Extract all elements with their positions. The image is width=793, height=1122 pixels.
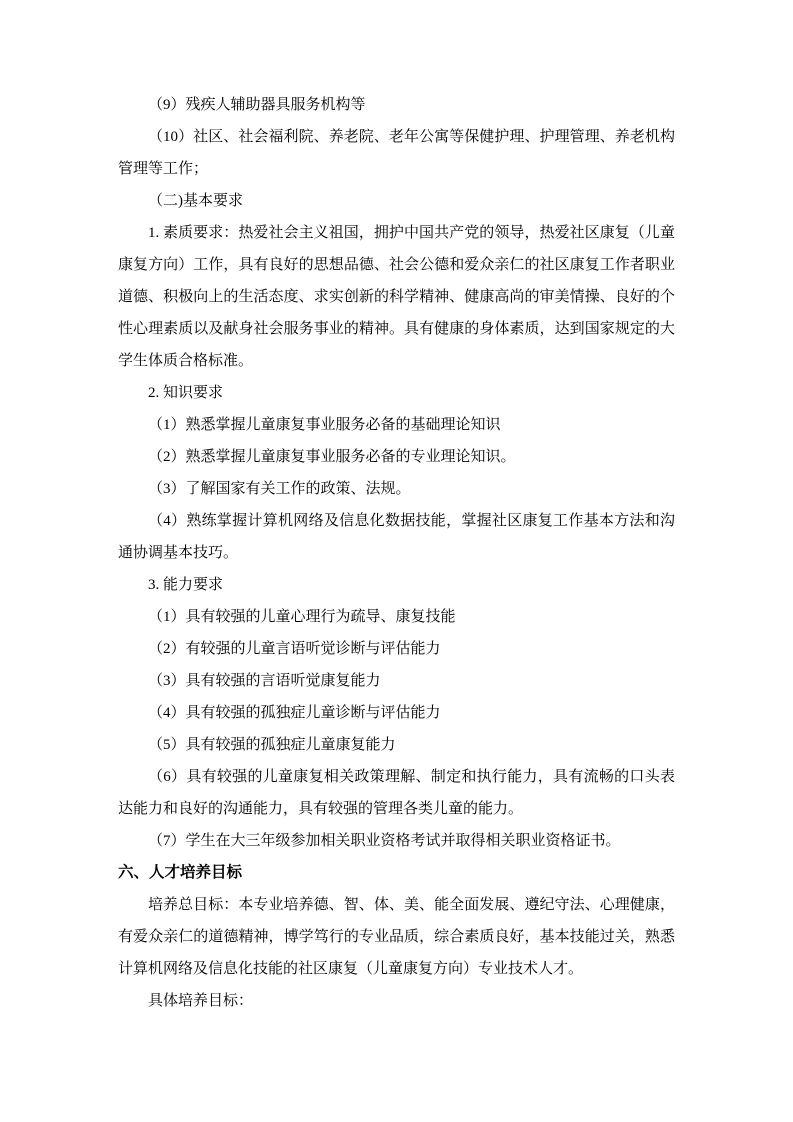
para-ability-item-3: （3）具有较强的言语听觉康复能力 <box>148 673 381 689</box>
para-ability-item-1: （1）具有较强的儿童心理行为疏导、康复技能 <box>148 609 456 625</box>
para-ability-item-2: （2）有较强的儿童言语听觉诊断与评估能力 <box>148 641 441 657</box>
para-knowledge-item-3: （3）了解国家有关工作的政策、法规。 <box>148 481 411 497</box>
para-employment-item-10: （10）社区、社会福利院、养老院、老年公寓等保健护理、护理管理、养老机构管理等工作； <box>118 129 675 177</box>
para-knowledge-item-2: （2）熟悉掌握儿童康复事业服务必备的专业理论知识。 <box>148 449 516 465</box>
para-knowledge-item-4: （4）熟练掌握计算机网络及信息化数据技能，掌握社区康复工作基本方法和沟通协调基本技巧。 <box>118 513 675 561</box>
para-overall-training-goal: 培养总目标：本专业培养德、智、体、美、能全面发展、遵纪守法、心理健康，有爱众亲仁的道德精神，博学笃行的专业品质，综合素质良好，基本技能过关，熟悉计算机网络及信息化技能的社区康复（儿童康复方向）专业技术人才。 <box>118 897 675 977</box>
para-specific-training-goal-label: 具体培养目标： <box>148 993 254 1009</box>
heading-talent-training-goals: 六、人才培养目标 <box>118 864 243 881</box>
para-quality-requirements: 1. 素质要求：热爱社会主义祖国，拥护中国共产党的领导，热爱社区康复（儿童康复方向）工作，具有良好的思想品德、社会公德和爱众亲仁的社区康复工作者职业道德、积极向上的生活态度、求实创新的科学精神、健康高尚的审美情操、良好的个性心理素质以及献身社会服务事业的精神。具有健康的身体素质，达到国家规定的大学生体质合格标准。 <box>118 225 675 369</box>
para-knowledge-item-1: （1）熟悉掌握儿童康复事业服务必备的基础理论知识 <box>148 417 501 433</box>
subheading-ability-requirements: 3. 能力要求 <box>148 577 224 593</box>
para-ability-item-5: （5）具有较强的孤独症儿童康复能力 <box>148 737 396 753</box>
subheading-basic-requirements: （二)基本要求 <box>148 193 243 209</box>
para-employment-item-9: （9）残疾人辅助器具服务机构等 <box>148 97 366 113</box>
para-ability-item-7: （7）学生在大三年级参加相关职业资格考试并取得相关职业资格证书。 <box>148 833 621 849</box>
para-ability-item-4: （4）具有较强的孤独症儿童诊断与评估能力 <box>148 705 441 721</box>
para-ability-item-6: （6）具有较强的儿童康复相关政策理解、制定和执行能力，具有流畅的口头表达能力和良好的沟通能力，具有较强的管理各类儿童的能力。 <box>118 769 675 817</box>
subheading-knowledge-requirements: 2. 知识要求 <box>148 385 224 401</box>
